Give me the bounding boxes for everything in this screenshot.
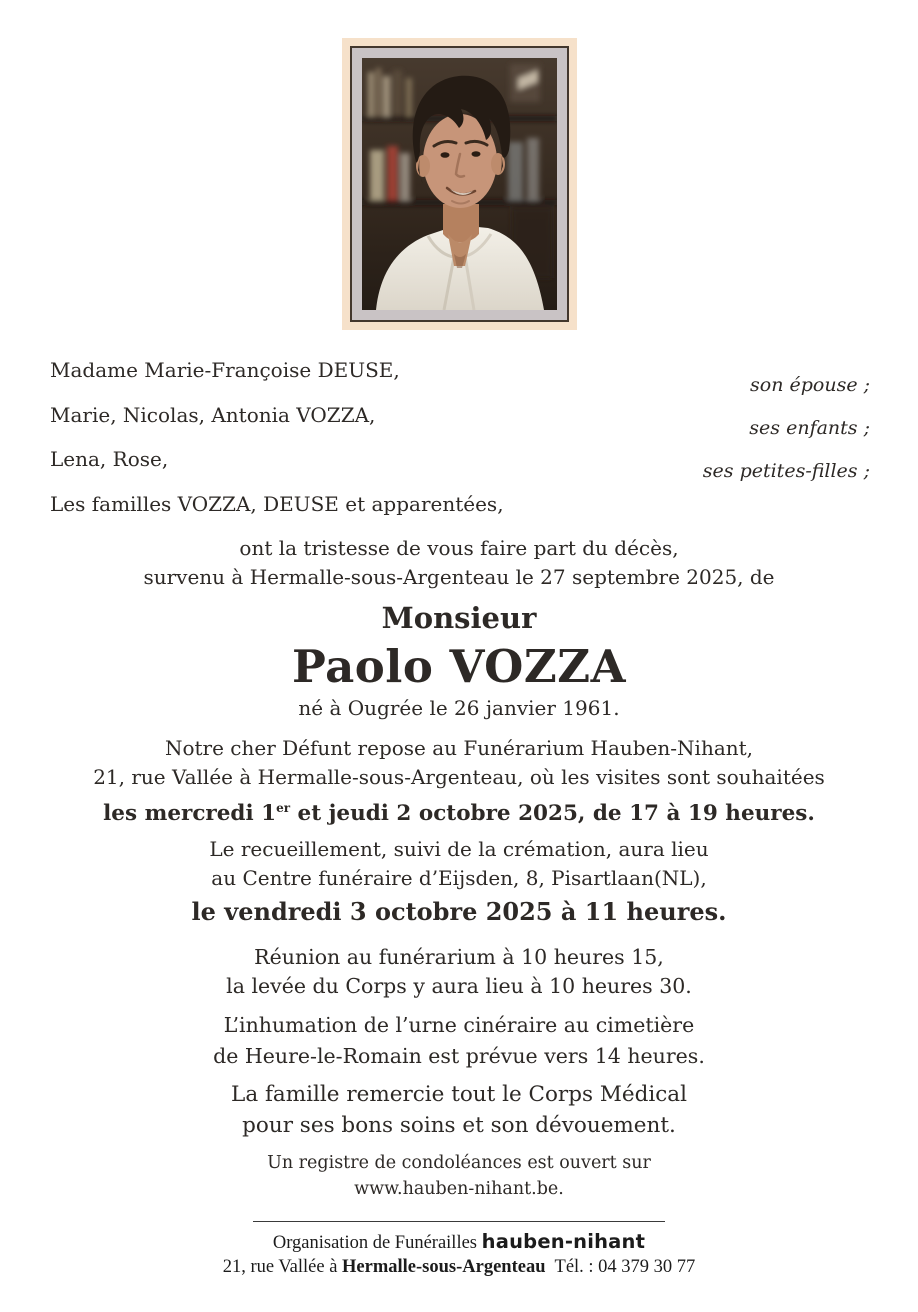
visit-dates-prefix: les mercredi 1 xyxy=(103,801,277,827)
announcement-line: survenu à Hermalle-sous-Argenteau le 27 septembre 2025, de xyxy=(143,565,775,589)
funeral-home-logo: hauben-nihant xyxy=(481,1230,646,1253)
family-name-line: Madame Marie-Françoise DEUSE, xyxy=(50,358,400,382)
organisation-line xyxy=(0,1230,918,1256)
phone-number: Tél. : 04 379 30 77 xyxy=(554,1256,696,1277)
thanks-line: La famille remercie tout le Corps Médical xyxy=(231,1082,687,1107)
visit-dates-line xyxy=(0,792,918,830)
cremation-line: au Centre funéraire d’Eijsden, 8, Pisartlaan(NL), xyxy=(211,866,707,890)
announcement-line: ont la tristesse de vous faire part du décès, xyxy=(239,536,679,560)
photo-frame xyxy=(342,38,577,330)
cremation-line: Le recueillement, suivi de la crémation, aura lieu xyxy=(209,837,709,861)
family-name-line: Lena, Rose, xyxy=(50,447,169,471)
burial-line: de Heure-le-Romain est prévue vers 14 heures. xyxy=(213,1044,705,1068)
schedule-line: Réunion au funérarium à 10 heures 15, xyxy=(254,945,664,969)
birth-line: né à Ougrée le 26 janvier 1961. xyxy=(298,696,620,720)
thanks-line: pour ses bons soins et son dévouement. xyxy=(242,1113,676,1138)
photo-mat xyxy=(350,46,569,322)
condolence-register-section xyxy=(0,1150,918,1202)
condolence-website: www.hauben-nihant.be. xyxy=(354,1179,564,1199)
family-name-line: Les familles VOZZA, DEUSE et apparentées, xyxy=(50,491,504,516)
condolence-line: Un registre de condoléances est ouvert sur xyxy=(267,1153,651,1173)
wake-line: Notre cher Défunt repose au Funérarium Hauben-Nihant, xyxy=(164,736,754,760)
cremation-date-line: le vendredi 3 octobre 2025 à 11 heures. xyxy=(191,897,727,926)
footer-divider xyxy=(253,1221,665,1222)
thanks-section xyxy=(0,1079,918,1141)
address-prefix: 21, rue Vallée à xyxy=(222,1256,343,1277)
relations-column xyxy=(703,364,870,493)
visit-dates-suffix: et jeudi 2 octobre 2025, de 17 à 19 heures. xyxy=(290,801,815,827)
address-city: Hermalle-sous-Argenteau xyxy=(342,1256,546,1277)
portrait-photo xyxy=(362,58,557,310)
organisation-label: Organisation de Funérailles xyxy=(272,1233,482,1253)
relation-label: ses enfants ; xyxy=(749,417,870,439)
burial-line: L’inhumation de l’urne cinéraire au cimetière xyxy=(223,1013,695,1037)
family-name-line: Marie, Nicolas, Antonia VOZZA, xyxy=(50,402,376,427)
cremation-section xyxy=(0,835,918,931)
photo-section xyxy=(0,38,918,330)
burial-section xyxy=(0,1010,918,1072)
wake-line: 21, rue Vallée à Hermalle-sous-Argenteau, où les visites sont souhaitées xyxy=(93,765,825,789)
schedule-section xyxy=(0,943,918,1001)
wake-section xyxy=(0,734,918,830)
civility-title: Monsieur xyxy=(381,601,537,635)
deceased-name: Paolo VOZZA xyxy=(291,640,626,693)
relation-label: son épouse ; xyxy=(750,374,870,396)
ordinal-superscript: er xyxy=(276,801,291,815)
family-names-column xyxy=(50,348,504,526)
address-line xyxy=(0,1256,918,1280)
relation-label: ses petites-filles ; xyxy=(702,460,870,482)
funeral-home-footer xyxy=(0,1230,918,1279)
death-announcement xyxy=(0,534,918,592)
schedule-line: la levée du Corps y aura lieu à 10 heures 30. xyxy=(226,974,692,998)
